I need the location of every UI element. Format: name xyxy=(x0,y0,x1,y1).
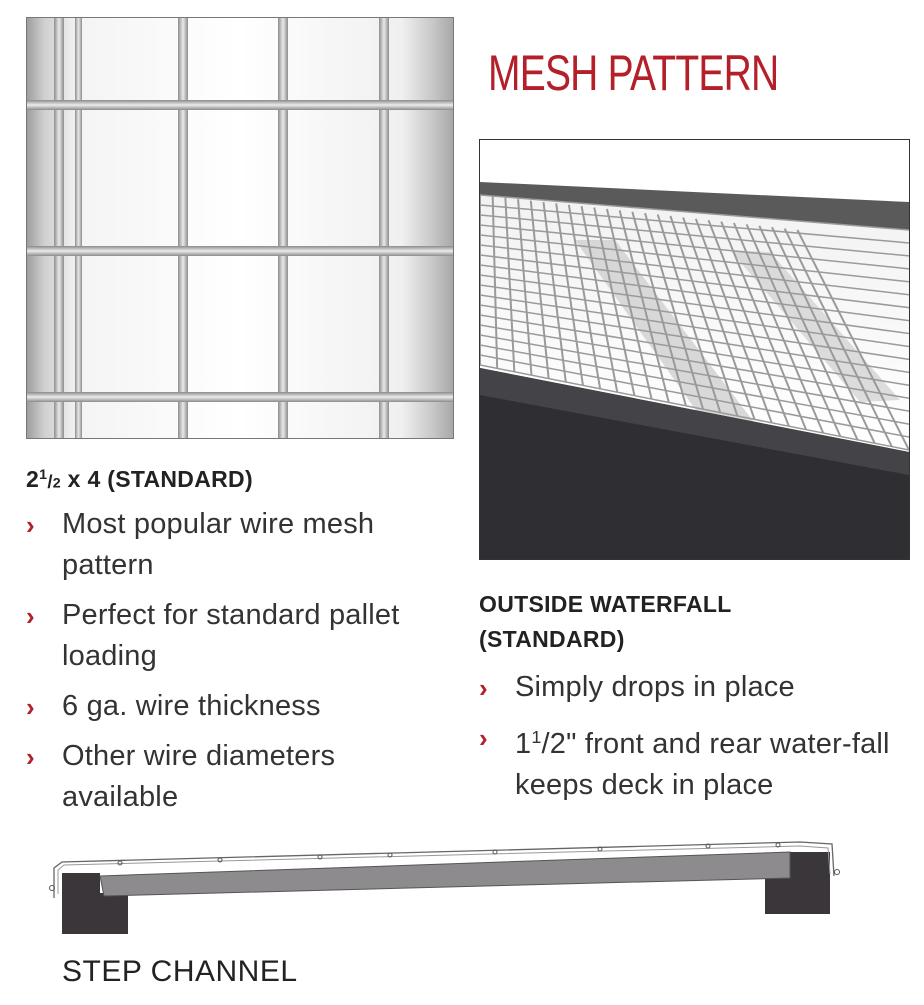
step-channel-label: STEP CHANNEL xyxy=(62,955,298,988)
chevron-right-icon: › xyxy=(26,510,35,540)
list-item: › 6 ga. wire thickness xyxy=(26,686,456,727)
step-channel-graphic xyxy=(40,838,900,938)
chevron-right-icon: › xyxy=(479,673,488,703)
waterfall-heading: OUTSIDE WATERFALL (STANDARD) xyxy=(479,591,732,652)
waterfall-feature-list xyxy=(479,667,909,806)
standard-mesh-heading: $2^1/2$ x 4 (STANDARD) xyxy=(26,466,253,492)
page-title: MESH PATTERN xyxy=(488,45,779,101)
wire-deck-graphic xyxy=(480,140,909,559)
mesh-grid-graphic xyxy=(27,18,453,438)
chevron-right-icon: › xyxy=(479,723,488,753)
standard-mesh-feature-list xyxy=(26,504,456,818)
chevron-right-icon: › xyxy=(26,692,35,722)
mesh-closeup-image xyxy=(26,17,454,439)
chevron-right-icon: › xyxy=(26,742,35,772)
list-item: › Most popular wire mesh pattern xyxy=(26,504,456,586)
step-channel-diagram xyxy=(40,838,900,938)
list-item: › Other wire diameters available xyxy=(26,736,456,818)
wire-deck-image xyxy=(479,139,910,560)
chevron-right-icon: › xyxy=(26,601,35,631)
list-item: › Simply drops in place xyxy=(479,667,909,708)
list-item: › $1^1/2$" front and rear water-fall keeps deck in place xyxy=(479,717,909,806)
list-item: › Perfect for standard pallet loading xyxy=(26,595,456,677)
